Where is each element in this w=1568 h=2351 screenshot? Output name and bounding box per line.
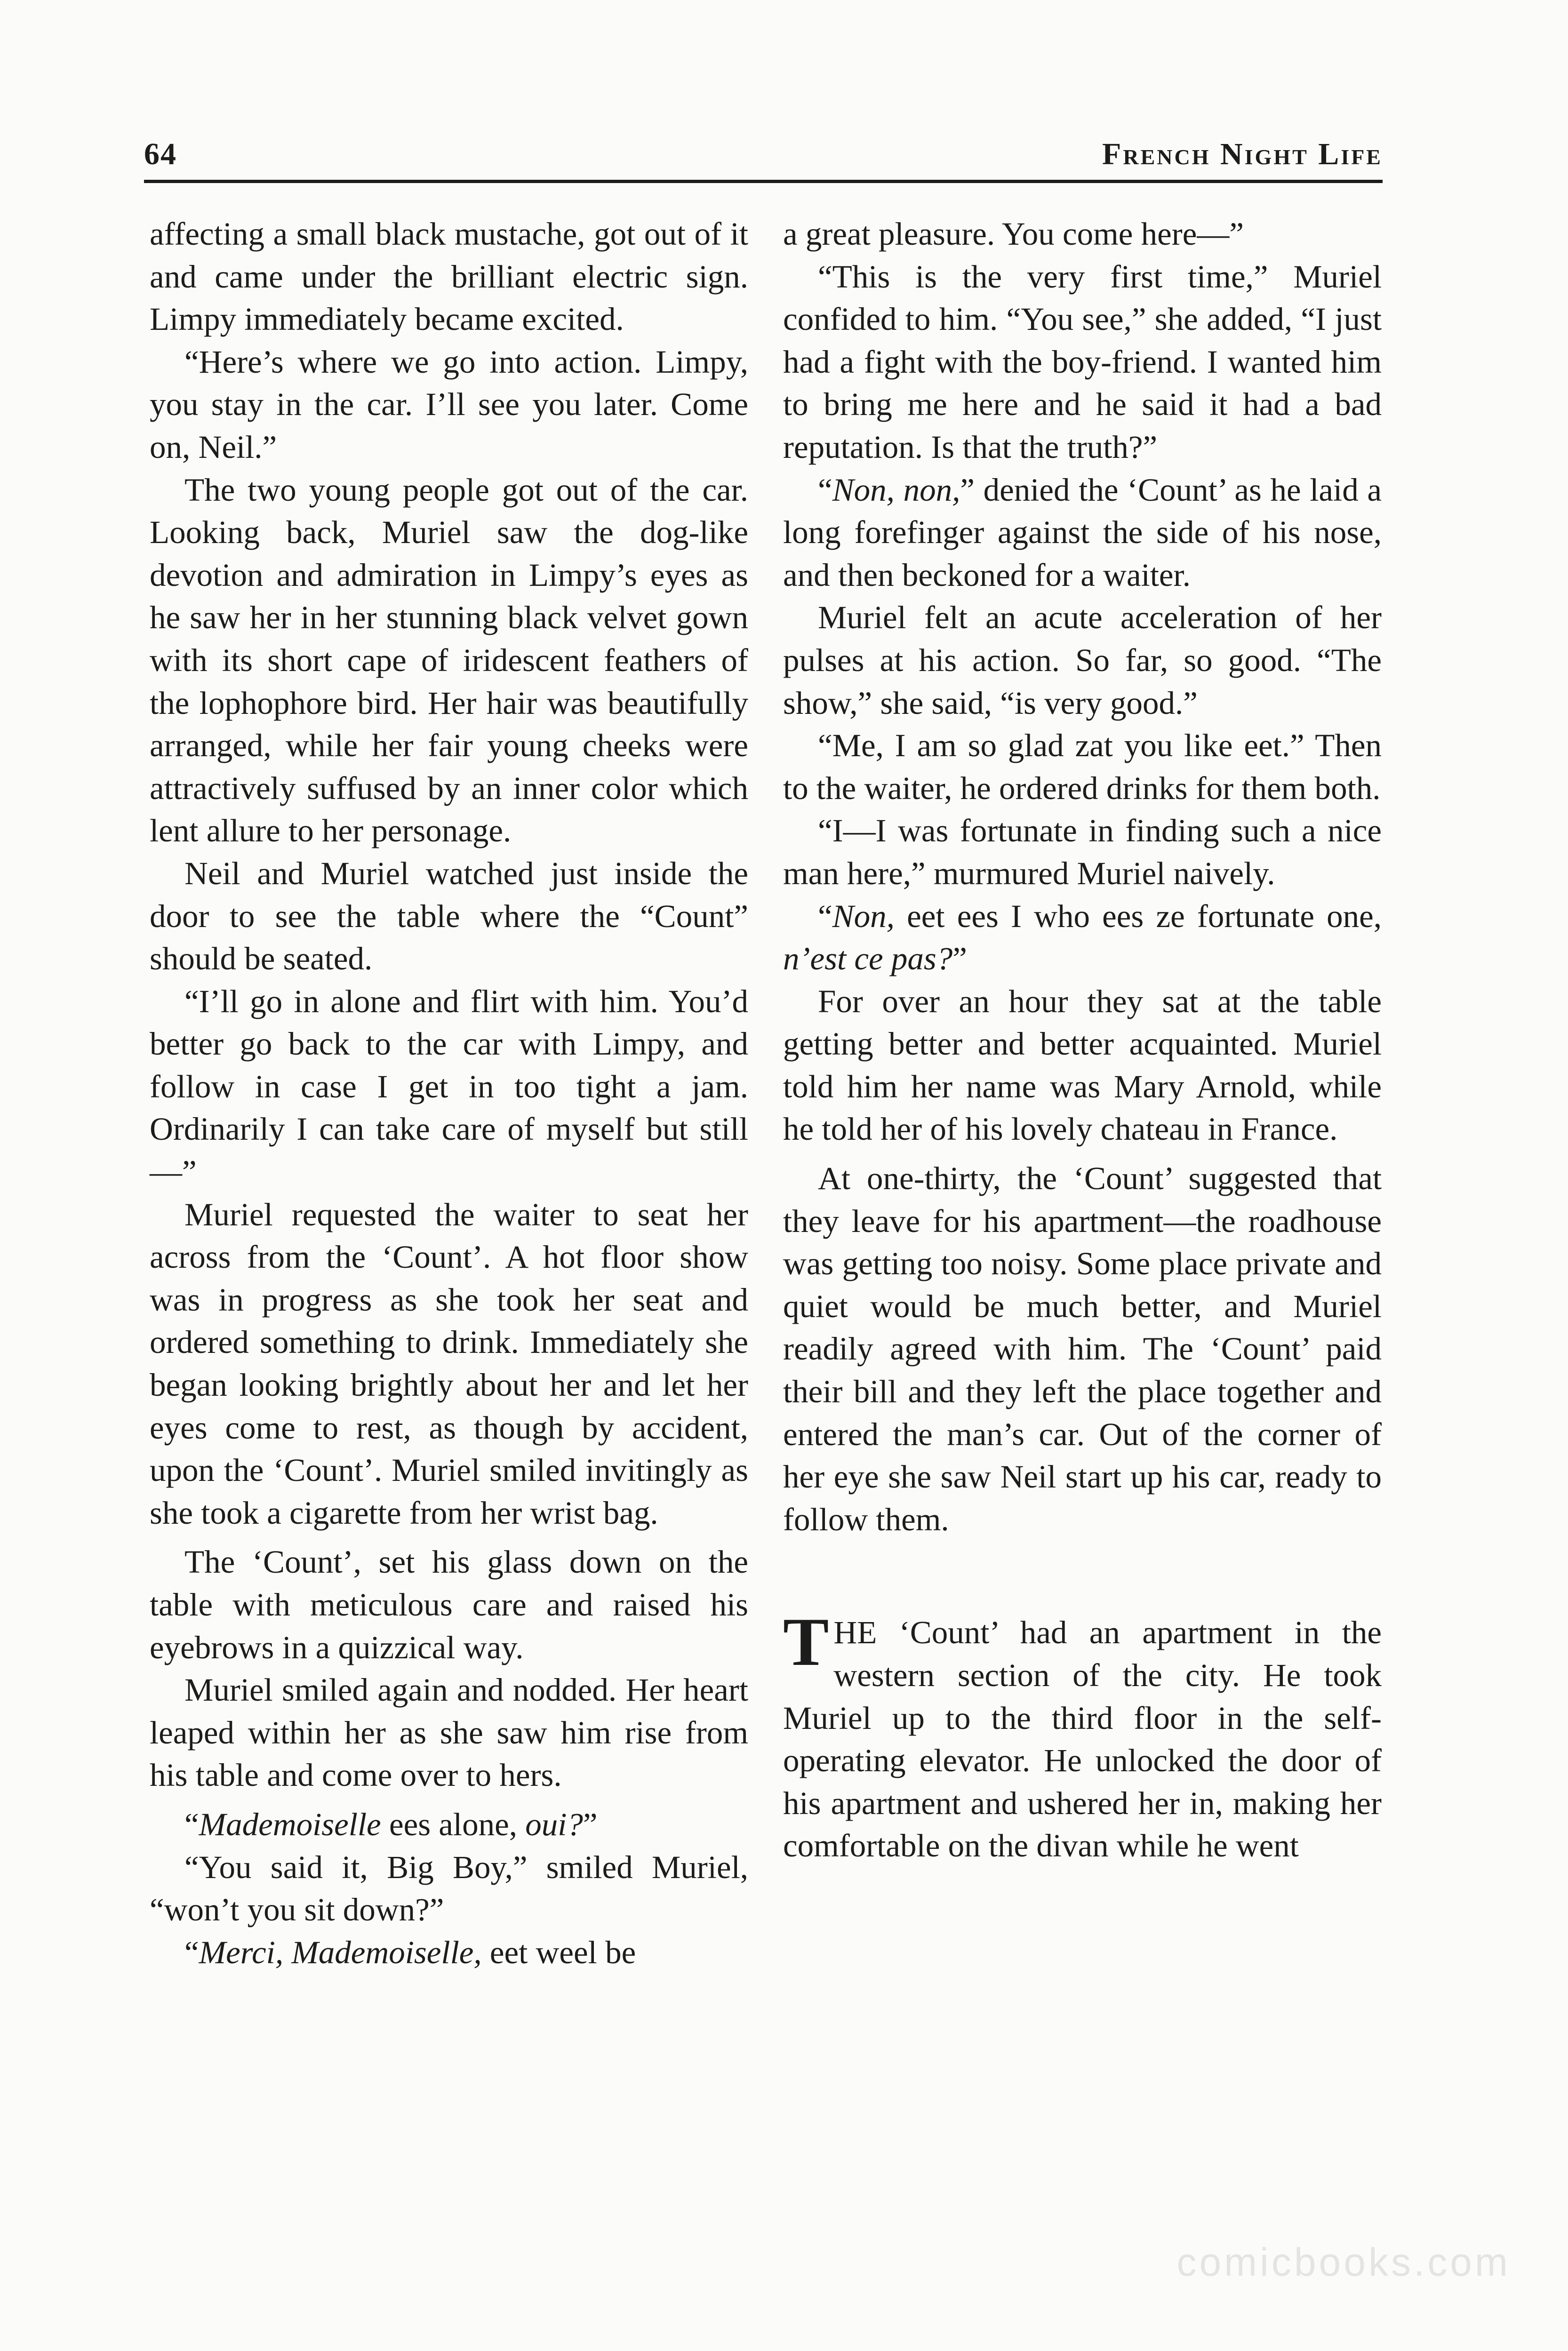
quote-mark: “ xyxy=(818,472,832,508)
paragraph: “I’ll go in alone and flirt with him. You’d better go back to the car with Limpy, and follow in case I get in too tight a jam. Ordinarily I can take care of myself but still—” xyxy=(150,983,748,1190)
paragraph: Neil and Muriel watched just inside the door to see the table where the “Count” should be seated. xyxy=(150,855,748,977)
italic-text: oui? xyxy=(525,1806,583,1842)
text-run: ees alone, xyxy=(381,1806,526,1842)
italic-text: Non, xyxy=(832,898,895,934)
quote-mark: ” xyxy=(952,941,967,977)
text-run: ‘Count’ had an apartment in the western section of the city. He took Muriel up to the third floor in the self-operating elevator. He unlocked the door of his apartment and ushered her in, making her comfortable on the divan while he went xyxy=(783,1615,1382,1864)
right-column xyxy=(783,213,1382,1867)
running-head xyxy=(144,126,1383,179)
drop-cap: T xyxy=(783,1604,829,1680)
text-run: eet ees I who ees ze fortunate one, xyxy=(894,898,1382,934)
paragraph: “Me, I am so glad zat you like eet.” Then to the waiter, he ordered drinks for them both. xyxy=(783,728,1382,806)
paragraph: “This is the very first time,” Muriel confided to him. “You see,” she added, “I just had a fight with the boy-friend. I wanted him to bring me here and he said it had a bad reputation. Is that the truth?” xyxy=(783,258,1382,465)
paragraph: “Here’s where we go into action. Limpy, you stay in the car. I’ll see you later. Come on, Neil.” xyxy=(150,344,748,465)
paragraph: “I—I was fortunate in finding such a nice man here,” murmured Muriel naively. xyxy=(783,813,1382,891)
paragraph: Muriel smiled again and nodded. Her heart leaped within her as she saw him rise from his table and come over to hers. xyxy=(150,1672,748,1793)
italic-text: Merci, Mademoiselle, xyxy=(199,1934,482,1970)
running-title: French Night Life xyxy=(1102,137,1383,171)
paragraph: affecting a small black mustache, got out of it and came under the brilliant electric sign. Limpy immediately became excited. xyxy=(150,216,748,337)
text-run: ” denied the ‘Count’ as he laid a long forefinger against the side of his nose, and then beckoned for a waiter. xyxy=(783,472,1382,593)
paragraph: The ‘Count’, set his glass down on the table with meticulous care and raised his eyebrows in a quizzical way. xyxy=(150,1544,748,1665)
quote-mark: “ xyxy=(184,1934,199,1970)
paragraph: a great pleasure. You come here—” xyxy=(783,216,1244,252)
paragraph: At one-thirty, the ‘Count’ suggested that they leave for his apartment—the roadhouse was getting too noisy. Some place private and quiet would be much better, and Muriel readily agreed with him. The ‘Count’ paid their bill and they left the place together and entered the man’s car. Out of the corner of her eye she saw Neil start up his car, ready to follow them. xyxy=(783,1160,1382,1537)
paragraph xyxy=(150,1803,748,1846)
page-number: 64 xyxy=(144,137,177,171)
paragraph: “You said it, Big Boy,” smiled Muriel, “won’t you sit down?” xyxy=(150,1849,748,1928)
watermark: comicbooks.com xyxy=(1176,2240,1511,2284)
header-rule xyxy=(144,180,1383,183)
quote-mark: “ xyxy=(818,898,832,934)
quote-mark: ” xyxy=(583,1806,598,1842)
italic-text: Non, non, xyxy=(832,472,960,508)
italic-text: Mademoiselle xyxy=(199,1806,381,1842)
paragraph: Muriel felt an acute acceleration of her pulses at his action. So far, so good. “The show,” she said, “is very good.” xyxy=(783,600,1382,721)
small-caps-lead: HE xyxy=(833,1615,877,1651)
paragraph: Muriel requested the waiter to seat her across from the ‘Count’. A hot floor show was in progress as she took her seat and ordered something to drink. Immediately she began looking brightly about her and let her eyes come to rest, as though by accident, upon the ‘Count’. Muriel smiled invitingly as she took a cigarette from her wrist bag. xyxy=(150,1196,748,1531)
paragraph xyxy=(783,895,1382,980)
paragraph xyxy=(150,1931,748,1974)
section-opening-paragraph xyxy=(783,1604,1382,1867)
quote-mark: “ xyxy=(184,1806,199,1842)
paragraph: For over an hour they sat at the table getting better and better acquainted. Muriel told him her name was Mary Arnold, while he told her of his lovely chateau in France. xyxy=(783,983,1382,1147)
left-column xyxy=(150,213,748,1974)
paragraph: The two young people got out of the car. Looking back, Muriel saw the dog-like devotion and admiration in Limpy’s eyes as he saw her in her stunning black velvet gown with its short cape of iridescent feathers of the lophophore bird. Her hair was beautifully arranged, while her fair young cheeks were attractively suffused by an inner color which lent allure to her personage. xyxy=(150,472,748,849)
text-run: eet weel be xyxy=(481,1934,636,1970)
paragraph xyxy=(783,469,1382,597)
italic-text: n’est ce pas? xyxy=(783,941,953,977)
